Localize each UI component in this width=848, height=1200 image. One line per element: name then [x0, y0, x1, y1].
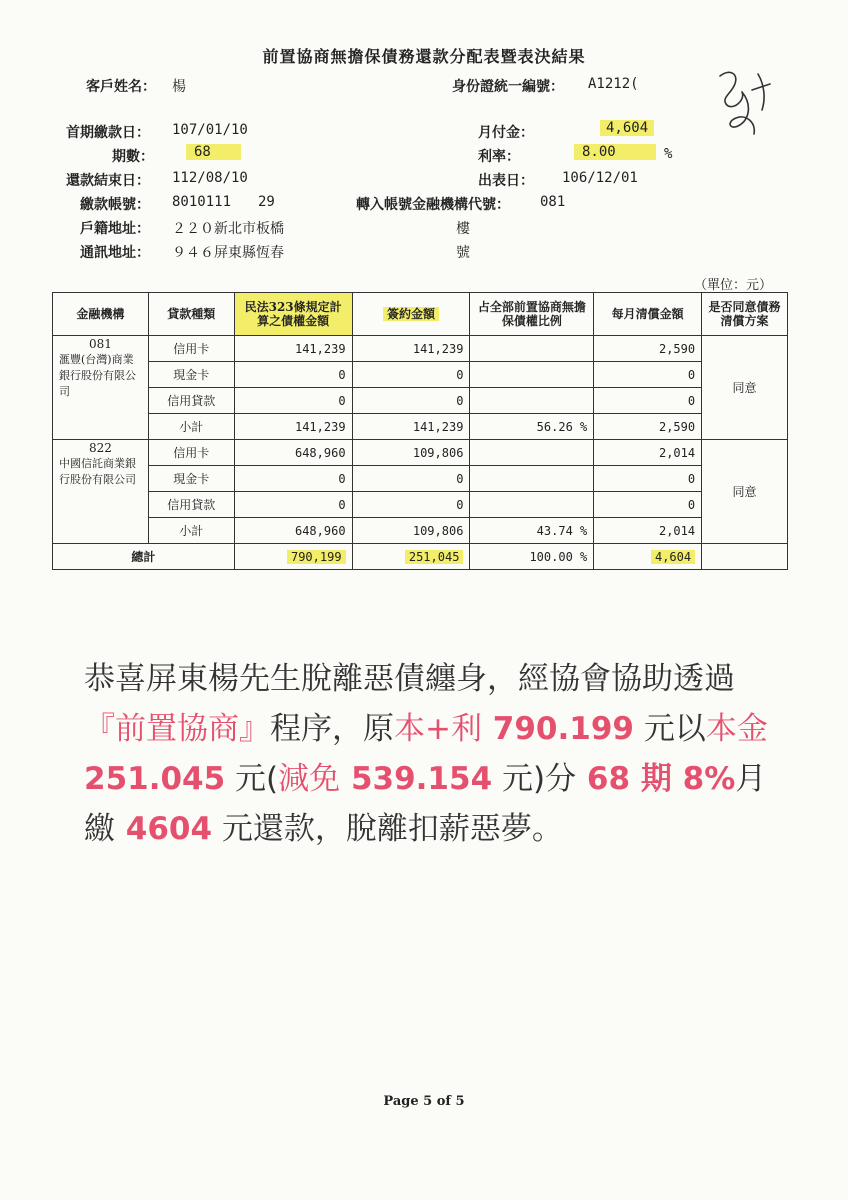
ratio: 56.26 %: [470, 414, 594, 440]
bank-code: 822: [88, 441, 112, 455]
ratio: [470, 336, 594, 362]
table-row: [53, 336, 788, 362]
monthly-payment: 0: [594, 492, 702, 518]
account-label: 繳款帳號：: [80, 197, 150, 213]
total-monthly: [594, 544, 702, 570]
loan-type: 信用貸款: [148, 492, 234, 518]
header-monthly-payment: 每月清償金額: [594, 293, 702, 336]
issue-date-label: 出表日：: [478, 173, 534, 189]
customer-name: 楊: [172, 79, 186, 95]
unit-note: （單位：元）: [694, 278, 773, 293]
bank-cell: [53, 440, 149, 544]
header-vote: 是否同意債務清償方案: [702, 293, 788, 336]
claim-amount: 0: [234, 492, 352, 518]
congratulation-message: [84, 654, 784, 854]
document-title: 前置協商無擔保債務還款分配表暨表決結果: [262, 47, 586, 66]
table-row: [53, 466, 788, 492]
signed-amount: 141,239: [352, 336, 470, 362]
account-number: 8010111: [172, 194, 232, 210]
distribution-table: [52, 292, 788, 570]
rate-unit: %: [664, 146, 673, 162]
mail-address-label: 通訊地址：: [80, 245, 150, 261]
header-loan-type: 貸款種類: [148, 293, 234, 336]
monthly-payment: 2,590: [594, 414, 702, 440]
id-number: A1212(: [588, 76, 639, 92]
loan-type: 信用貸款: [148, 388, 234, 414]
bank-name: 中國信託商業銀行股份有限公司: [59, 457, 136, 486]
ratio: [470, 362, 594, 388]
signed-amount: 0: [352, 362, 470, 388]
monthly-payment: 2,014: [594, 518, 702, 544]
header-signed-amount: [352, 293, 470, 336]
message-part: 程序，原: [270, 711, 394, 747]
claim-amount: 648,960: [234, 440, 352, 466]
first-pay-date: 107/01/10: [172, 122, 248, 138]
monthly-payment: 2,590: [594, 336, 702, 362]
signed-amount: 109,806: [352, 440, 470, 466]
total-label: 總計: [53, 544, 235, 570]
page-number: Page 5 of 5: [383, 1094, 465, 1109]
table-row: [53, 388, 788, 414]
header-institution: 金融機構: [53, 293, 149, 336]
signed-amount: 0: [352, 466, 470, 492]
account-number-tail: 29: [258, 194, 275, 210]
message-part: 恭喜屏東楊先生脫離惡債纏身，經協會協助透過: [84, 661, 735, 697]
table-header-row: [53, 293, 788, 336]
loan-type: 信用卡: [148, 336, 234, 362]
transfer-code-label: 轉入帳號金融機構代號：: [356, 197, 510, 213]
total-claim-value: 790,199: [287, 550, 346, 564]
loan-type: 現金卡: [148, 466, 234, 492]
message-highlight: 本+利: [394, 711, 482, 747]
signed-amount: 0: [352, 388, 470, 414]
monthly-payment: 2,014: [594, 440, 702, 466]
total-row: [53, 544, 788, 570]
signed-amount: 109,806: [352, 518, 470, 544]
loan-type: 信用卡: [148, 440, 234, 466]
message-highlight: 『前置協商』: [84, 711, 270, 747]
rate-label: 利率：: [478, 149, 520, 165]
total-signed-value: 251,045: [405, 550, 464, 564]
claim-amount: 0: [234, 466, 352, 492]
table-row: [53, 362, 788, 388]
transfer-code: 081: [540, 194, 566, 210]
claim-amount: 141,239: [234, 336, 352, 362]
ratio: [470, 492, 594, 518]
ratio: [470, 466, 594, 492]
claim-amount: 648,960: [234, 518, 352, 544]
total-ratio: 100.00 %: [470, 544, 594, 570]
bank-code: 081: [88, 337, 112, 351]
ratio: [470, 388, 594, 414]
message-amount: 4604: [115, 811, 213, 847]
monthly-payment: 0: [594, 466, 702, 492]
message-amount: 790.199: [481, 711, 634, 747]
table-row: [53, 492, 788, 518]
signed-amount: 141,239: [352, 414, 470, 440]
subtotal-row: [53, 518, 788, 544]
periods-value: 68: [186, 144, 241, 160]
total-signed: [352, 544, 470, 570]
loan-type: 小計: [148, 414, 234, 440]
message-part: 元以: [633, 711, 706, 747]
monthly-amount: 4,604: [600, 120, 654, 136]
monthly-payment: 0: [594, 362, 702, 388]
vote: 同意: [702, 336, 788, 440]
claim-amount: 141,239: [234, 414, 352, 440]
loan-type: 現金卡: [148, 362, 234, 388]
periods-label: 期數：: [112, 149, 154, 165]
total-vote-empty: [702, 544, 788, 570]
ratio: [470, 440, 594, 466]
customer-name-label: 客戶姓名：: [86, 79, 156, 95]
issue-date: 106/12/01: [562, 170, 638, 186]
first-pay-label: 首期繳款日：: [66, 125, 150, 141]
household-address-label: 戶籍地址：: [80, 221, 150, 237]
table-row: [53, 440, 788, 466]
household-address: ２２０新北市板橋: [172, 221, 284, 237]
claim-amount: 0: [234, 388, 352, 414]
handwritten-signature: [712, 64, 782, 144]
rate-value: 8.00: [574, 144, 656, 160]
bank-name: 滙豐(台灣)商業銀行股份有限公司: [59, 353, 136, 398]
header-signed-amount-text: 簽約金額: [383, 307, 439, 321]
signed-amount: 0: [352, 492, 470, 518]
message-amount: 539.154: [340, 761, 493, 797]
message-part: 元還款，脫離扣薪惡夢。: [212, 811, 563, 847]
message-part: 元)分: [492, 761, 577, 797]
message-highlight: 本金: [705, 711, 768, 747]
header-claim-amount: 民法323條規定計算之債權金額: [234, 293, 352, 336]
message-part: 元(: [225, 761, 279, 797]
id-label: 身份證統一編號：: [452, 79, 564, 95]
loan-type: 小計: [148, 518, 234, 544]
message-highlight: 減免: [278, 761, 341, 797]
bank-cell: [53, 336, 149, 440]
message-amount: 251.045: [84, 761, 226, 797]
message-amount: 8%: [671, 761, 736, 797]
message-amount: 68 期: [576, 761, 672, 797]
end-date-label: 還款結束日：: [66, 173, 150, 189]
total-monthly-value: 4,604: [651, 550, 695, 564]
end-date: 112/08/10: [172, 170, 248, 186]
monthly-payment: 0: [594, 388, 702, 414]
message-part: 月繳: [84, 761, 767, 847]
household-address-tail: 樓: [456, 221, 470, 237]
claim-amount: 0: [234, 362, 352, 388]
ratio: 43.74 %: [470, 518, 594, 544]
total-claim: [234, 544, 352, 570]
mail-address: ９４６屏東縣恆春: [172, 245, 284, 261]
monthly-label: 月付金：: [478, 125, 534, 141]
mail-address-tail: 號: [456, 245, 470, 261]
subtotal-row: [53, 414, 788, 440]
vote: 同意: [702, 440, 788, 544]
header-ratio: 占全部前置協商無擔保債權比例: [470, 293, 594, 336]
